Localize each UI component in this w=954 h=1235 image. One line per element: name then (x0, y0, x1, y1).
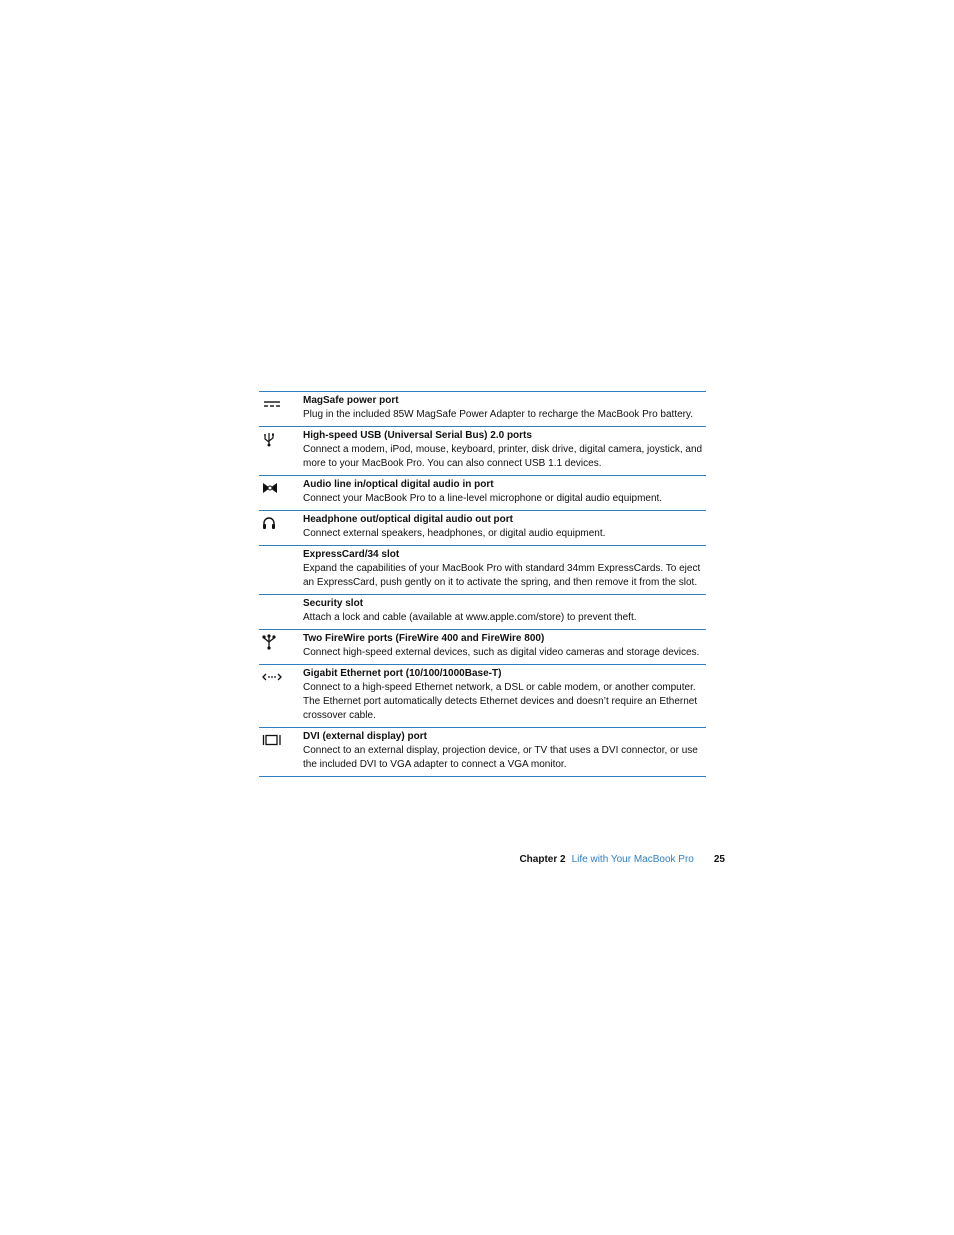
port-description: Attach a lock and cable (available at www.apple.com/store) to prevent theft. (303, 612, 637, 623)
port-description: Connect a modem, iPod, mouse, keyboard, printer, disk drive, digital camera, joystick, and more to your MacBook Pro. You can also connect USB 1.1 devices. (303, 444, 703, 469)
port-title: MagSafe power port (303, 395, 399, 406)
port-description: Plug in the included 85W MagSafe Power Adapter to recharge the MacBook Pro battery. (303, 409, 694, 420)
audio-line-in-icon (259, 478, 303, 498)
ports-table (259, 391, 706, 777)
port-description: Connect high-speed external devices, such as digital video cameras and storage devices. (303, 647, 700, 658)
headphone-icon (259, 513, 303, 533)
port-row-ethernet (259, 665, 706, 728)
port-row-security (259, 595, 706, 630)
page-number: 25 (713, 854, 725, 865)
port-description: Connect your MacBook Pro to a line-level microphone or digital audio equipment. (303, 493, 663, 504)
port-row-audio-in (259, 476, 706, 511)
magsafe-power-icon (259, 394, 303, 414)
port-icon-empty (259, 597, 303, 617)
port-description: Connect to a high-speed Ethernet network, a DSL or cable modem, or another computer. The Ethernet port automatically detects Ethernet devices and doesn’t require an Ethernet crossover cable. (303, 682, 698, 721)
port-title: Gigabit Ethernet port (10/100/1000Base-T) (303, 668, 502, 679)
port-row-headphone (259, 511, 706, 546)
port-title: Audio line in/optical digital audio in port (303, 479, 494, 490)
chapter-title: Life with Your MacBook Pro (571, 854, 694, 865)
port-row-magsafe (259, 392, 706, 427)
dvi-display-icon (259, 730, 303, 750)
port-description: Connect external speakers, headphones, or digital audio equipment. (303, 528, 606, 539)
port-title: DVI (external display) port (303, 731, 427, 742)
ethernet-icon (259, 667, 303, 687)
port-title: Two FireWire ports (FireWire 400 and FireWire 800) (303, 633, 545, 644)
port-title: Headphone out/optical digital audio out port (303, 514, 513, 525)
port-row-dvi (259, 728, 706, 777)
port-title: ExpressCard/34 slot (303, 549, 400, 560)
port-row-expresscard (259, 546, 706, 595)
port-row-firewire (259, 630, 706, 665)
chapter-label: Chapter 2 (519, 854, 566, 865)
firewire-icon (259, 632, 303, 652)
port-title: Security slot (303, 598, 364, 609)
port-row-usb (259, 427, 706, 476)
port-icon-empty (259, 548, 303, 568)
usb-icon (259, 429, 303, 449)
page-footer (519, 853, 725, 867)
port-description: Expand the capabilities of your MacBook Pro with standard 34mm ExpressCards. To eject an ExpressCard, push gently on it to activate the spring, and then remove it from the slot. (303, 563, 701, 588)
port-title: High-speed USB (Universal Serial Bus) 2.0 ports (303, 430, 532, 441)
port-description: Connect to an external display, projection device, or TV that uses a DVI connector, or use the included DVI to VGA adapter to connect a VGA monitor. (303, 745, 698, 770)
